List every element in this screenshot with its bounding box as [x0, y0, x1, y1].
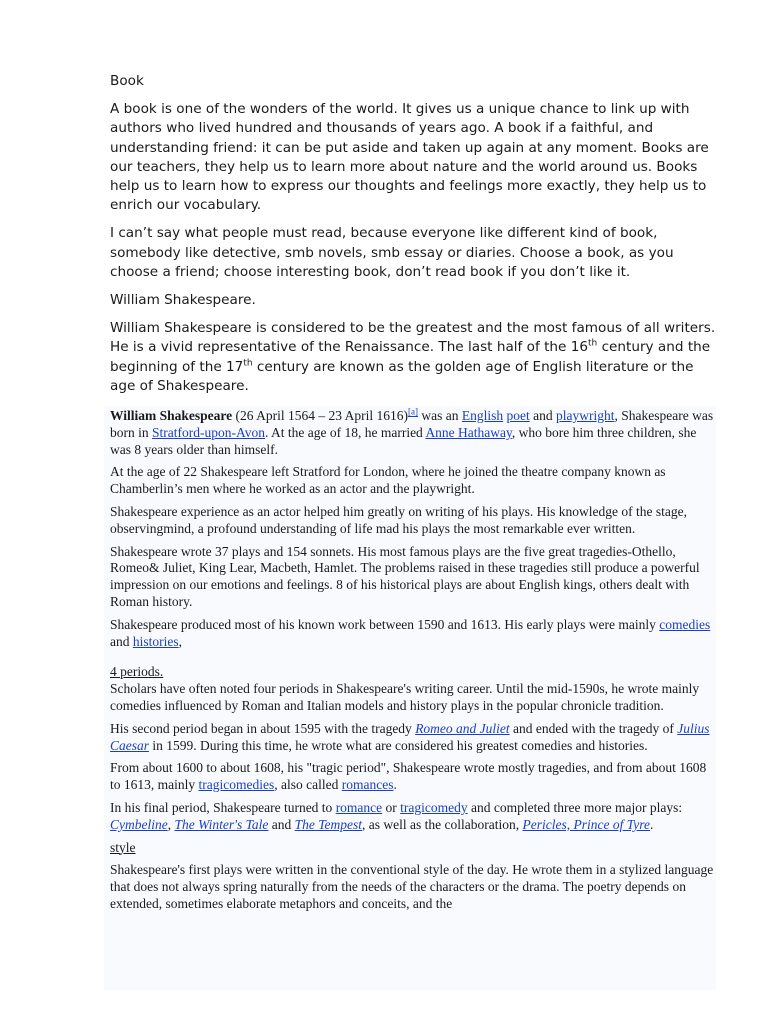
periods-paragraph: Scholars have often noted four periods in Shakespeare's writing career. Until the mid-1590s, he wrote mainly comedies influenced by Roman and Italian models and history plays in the popular chronicle tradition.	[110, 681, 700, 713]
london-paragraph: At the age of 22 Shakespeare left Stratford for London, where he joined the theatre company known as Chamberlin’s men where he worked as an actor and the playwright.	[110, 464, 666, 497]
link-poet[interactable]: poet	[506, 408, 530, 423]
bio-paragraph: William Shakespeare (26 April 1564 – 23 April 1616)[a] was an English poet and playwright, Shakespeare was born in Stratford-upon-Avon. At the age of 18, he married Anne Hathaway, who bore him three children, she was 8 years older than himself.	[110, 406, 714, 457]
link-tragicomedy[interactable]: tragicomedy	[400, 799, 468, 815]
shakespeare-intro-paragraph: William Shakespeare is considered to be the greatest and the most famous of all writers. He is a vivid representative of the Renaissance. The last half of the 16th century and the beginning of the 17th century are known as the golden age of English literature or the age of Shakespeare.	[110, 320, 716, 394]
book-essay-section	[110, 72, 716, 405]
final-period-paragraph: In his final period, Shakespeare turned to romance or tragicomedy and completed three more major plays: Cymbeline, The Winter's Tale and The Tempest, as well as the collaboration, Pericles, Prince of Tyre.	[110, 799, 683, 832]
plays-paragraph: Shakespeare wrote 37 plays and 154 sonnets. His most famous plays are the five great tragedies-Othello, Romeo& Juliet, King Lear, Macbeth, Hamlet. The problems raised in these tragedies still produce a powerful impression on our emotions and feelings. 8 of his historical plays are about English kings, others dealt with Roman history.	[110, 543, 700, 609]
subject-name: William Shakespeare	[110, 408, 233, 423]
book-paragraph-1: A book is one of the wonders of the world. It gives us a unique chance to link up with authors who lived hundred and thousands of years ago. A book if a faithful, and understanding friend: it can be put aside and taken up again at any moment. Books are our teachers, they help us to learn more about nature and the world around us. Books help us to learn how to express our thoughts and feelings more exactly, they help us to enrich our vocabulary.	[110, 101, 709, 214]
link-stratford-upon-avon[interactable]: Stratford-upon-Avon	[152, 424, 265, 440]
link-playwright[interactable]: playwright	[556, 408, 615, 423]
link-english[interactable]: English	[461, 408, 504, 423]
periods-heading: 4 periods.	[110, 664, 164, 680]
link-romance[interactable]: romance	[335, 799, 383, 815]
link-tragicomedies[interactable]: tragicomedies	[198, 777, 275, 793]
experience-paragraph: Shakespeare experience as an actor helped him greatly on writing of his plays. His knowledge of the stage, observingmind, a profound understanding of life mad his plays the most remarkable ever written.	[110, 503, 687, 536]
link-cymbeline[interactable]: Cymbeline	[110, 816, 168, 832]
link-histories[interactable]: histories	[132, 633, 179, 649]
link-the-tempest[interactable]: The Tempest	[294, 816, 363, 832]
book-paragraph-2: I can’t say what people must read, because everyone like different kind of book, somebody like detective, smb novels, smb essay or diaries. Choose a book, as you choose a friend; choose interesting book, don’t read book if you don’t like it.	[110, 225, 674, 280]
link-julius-caesar[interactable]: Julius Caesar	[110, 720, 710, 753]
early-work-paragraph: Shakespeare produced most of his known work between 1590 and 1613. His early plays were mainly comedies and histories,	[110, 616, 711, 649]
link-anne-hathaway[interactable]: Anne Hathaway	[425, 424, 512, 440]
shakespeare-heading: William Shakespeare.	[110, 292, 256, 309]
link-romances[interactable]: romances	[341, 777, 394, 793]
link-the-winters-tale[interactable]: The Winter's Tale	[174, 816, 269, 832]
footnote-link[interactable]: [a]	[408, 406, 419, 417]
tragic-period-paragraph: From about 1600 to about 1608, his "tragic period", Shakespeare wrote mostly tragedies, and from about 1608 to 1613, mainly tragicomedies, also called romances.	[110, 760, 707, 793]
link-romeo-and-juliet[interactable]: Romeo and Juliet	[415, 720, 510, 736]
second-period-paragraph: His second period began in about 1595 with the tragedy Romeo and Juliet and ended with the tragedy of Julius Caesar in 1599. During this time, he wrote what are considered his greatest comedies and histories.	[110, 720, 710, 753]
link-comedies[interactable]: comedies	[659, 616, 711, 632]
style-paragraph: Shakespeare's first plays were written in the conventional style of the day. He wrote them in a stylized language that does not always spring naturally from the needs of the characters or the drama. The poetry depends on extended, sometimes elaborate metaphors and conceits, and the	[110, 862, 714, 911]
wiki-excerpt-block	[104, 406, 716, 990]
book-heading: Book	[110, 73, 144, 89]
style-heading: style	[110, 839, 136, 855]
link-pericles-prince-of-tyre[interactable]: Pericles, Prince of Tyre	[522, 816, 650, 832]
